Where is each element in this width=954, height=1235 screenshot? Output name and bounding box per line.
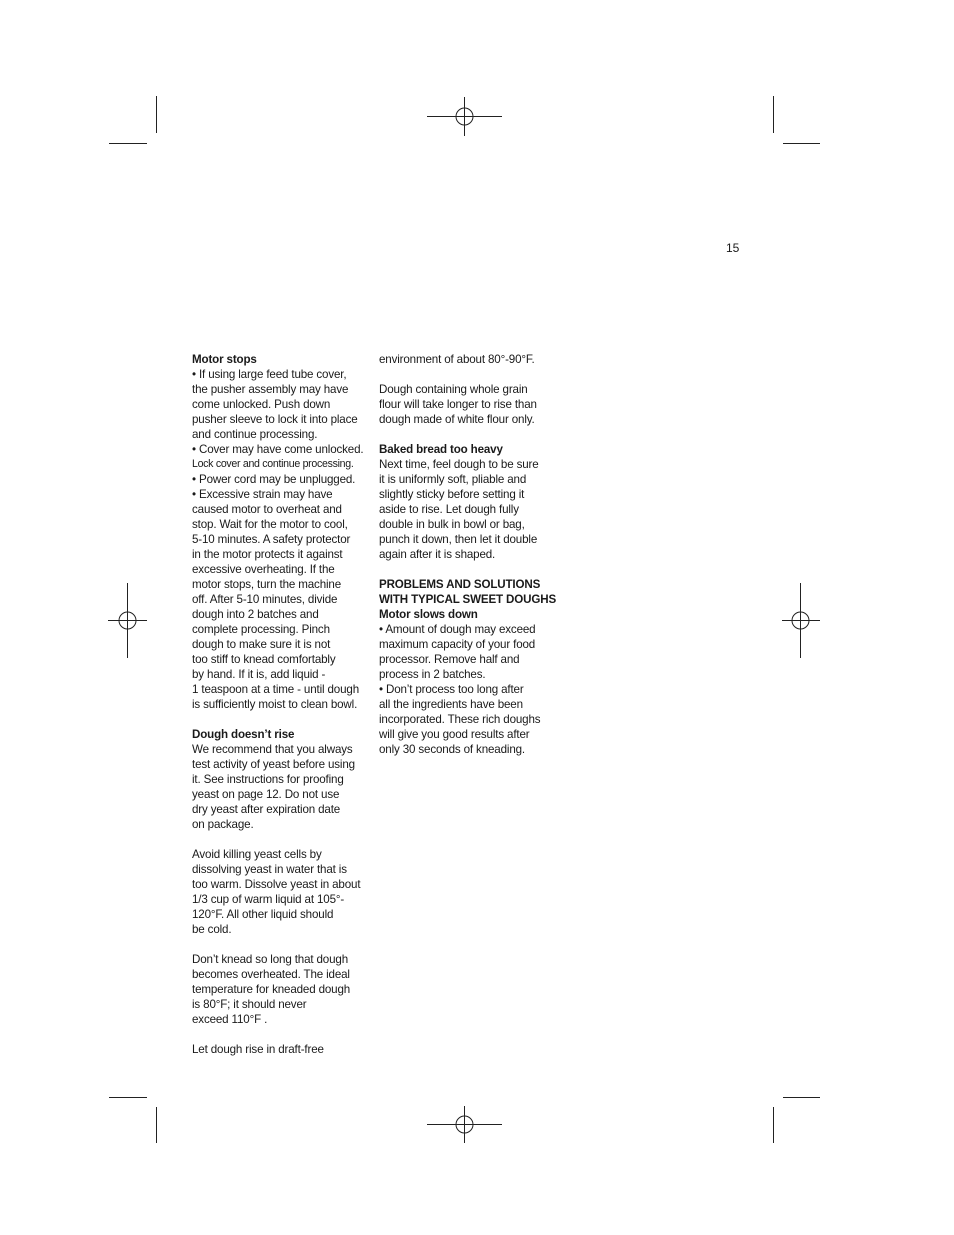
text-line: • Amount of dough may exceed (379, 623, 536, 636)
text-line: Lock cover and continue processing. (192, 458, 354, 470)
text-line: caused motor to overheat and (192, 503, 342, 516)
registration-mark-left (108, 583, 147, 658)
text-line: • If using large feed tube cover, (192, 368, 347, 381)
text-line: will give you good results after (379, 728, 530, 741)
text-line: Avoid killing yeast cells by (192, 848, 322, 861)
text-line: pusher sleeve to lock it into place (192, 413, 358, 426)
text-line: slightly sticky before setting it (379, 488, 525, 501)
text-line: dough made of white flour only. (379, 413, 535, 426)
left-text-column (192, 352, 367, 1057)
text-line: and continue processing. (192, 428, 318, 441)
text-line: • Don’t process too long after (379, 683, 524, 696)
text-line: come unlocked. Push down (192, 398, 331, 411)
text-line: maximum capacity of your food (379, 638, 536, 651)
right-text-column (379, 352, 557, 757)
text-line: Next time, feel dough to be sure (379, 458, 539, 471)
blank-line (379, 367, 549, 382)
text-line: aside to rise. Let dough fully (379, 503, 519, 516)
registration-mark-bottom (427, 1106, 502, 1143)
text-line: it is uniformly soft, pliable and (379, 473, 527, 486)
text-line: • Power cord may be unplugged. (192, 473, 356, 486)
blank-line (192, 832, 367, 847)
text-line: motor stops, turn the machine (192, 578, 342, 591)
section-heading: Motor slows down (379, 608, 478, 621)
text-line: too stiff to knead comfortably (192, 653, 336, 666)
text-line: again after it is shaped. (379, 548, 496, 561)
section-heading: Dough doesn’t rise (192, 728, 295, 741)
page-number: 15 (726, 241, 740, 255)
text-line: exceed 110°F . (192, 1013, 268, 1026)
text-line: complete processing. Pinch (192, 623, 330, 636)
text-line: temperature for kneaded dough (192, 983, 351, 996)
blank-line (379, 427, 549, 442)
blank-line (192, 712, 367, 727)
text-line: • Cover may have come unlocked. (192, 443, 364, 456)
text-line: 5-10 minutes. A safety protector (192, 533, 351, 546)
text-line: excessive overheating. If the (192, 563, 335, 576)
text-line: 120°F. All other liquid should (192, 908, 334, 921)
text-line: in the motor protects it against (192, 548, 343, 561)
text-line: be cold. (192, 923, 232, 936)
blank-line (192, 1027, 367, 1042)
text-line: the pusher assembly may have (192, 383, 349, 396)
text-line: dissolving yeast in water that is (192, 863, 347, 876)
text-line: test activity of yeast before using (192, 758, 355, 771)
registration-mark-right (782, 583, 820, 658)
text-line: off. After 5-10 minutes, divide (192, 593, 338, 606)
text-line: punch it down, then let it double (379, 533, 538, 546)
text-line: is 80°F; it should never (192, 998, 307, 1011)
text-line: process in 2 batches. (379, 668, 486, 681)
text-line: it. See instructions for proofing (192, 773, 344, 786)
text-line: yeast on page 12. Do not use (192, 788, 340, 801)
text-line: flour will take longer to rise than (379, 398, 537, 411)
text-line: 1/3 cup of warm liquid at 105°- (192, 893, 345, 906)
text-line: We recommend that you always (192, 743, 353, 756)
text-line: Don’t knead so long that dough (192, 953, 349, 966)
text-line: by hand. If it is, add liquid - (192, 668, 326, 681)
text-line: 1 teaspoon at a time - until dough (192, 683, 359, 696)
section-heading: PROBLEMS AND SOLUTIONS (379, 578, 541, 591)
text-line: is sufficiently moist to clean bowl. (192, 698, 358, 711)
text-line: environment of about 80°-90°F. (379, 353, 535, 366)
text-line: only 30 seconds of kneading. (379, 743, 525, 756)
blank-line (379, 562, 549, 577)
blank-line (192, 937, 367, 952)
text-line: Dough containing whole grain (379, 383, 528, 396)
text-line: dough to make sure it is not (192, 638, 331, 651)
text-line: too warm. Dissolve yeast in about (192, 878, 361, 891)
text-line: on package. (192, 818, 254, 831)
registration-mark-top (427, 97, 502, 136)
text-line: double in bulk in bowl or bag, (379, 518, 525, 531)
text-line: Let dough rise in draft-free (192, 1043, 324, 1056)
section-heading: Motor stops (192, 353, 257, 366)
section-heading: Baked bread too heavy (379, 443, 503, 456)
section-heading: WITH TYPICAL SWEET DOUGHS (379, 593, 557, 606)
text-line: incorporated. These rich doughs (379, 713, 541, 726)
text-line: all the ingredients have been (379, 698, 523, 711)
text-line: processor. Remove half and (379, 653, 520, 666)
text-line: dough into 2 batches and (192, 608, 319, 621)
text-line: becomes overheated. The ideal (192, 968, 350, 981)
text-line: dry yeast after expiration date (192, 803, 341, 816)
text-line: stop. Wait for the motor to cool, (192, 518, 348, 531)
text-line: • Excessive strain may have (192, 488, 333, 501)
